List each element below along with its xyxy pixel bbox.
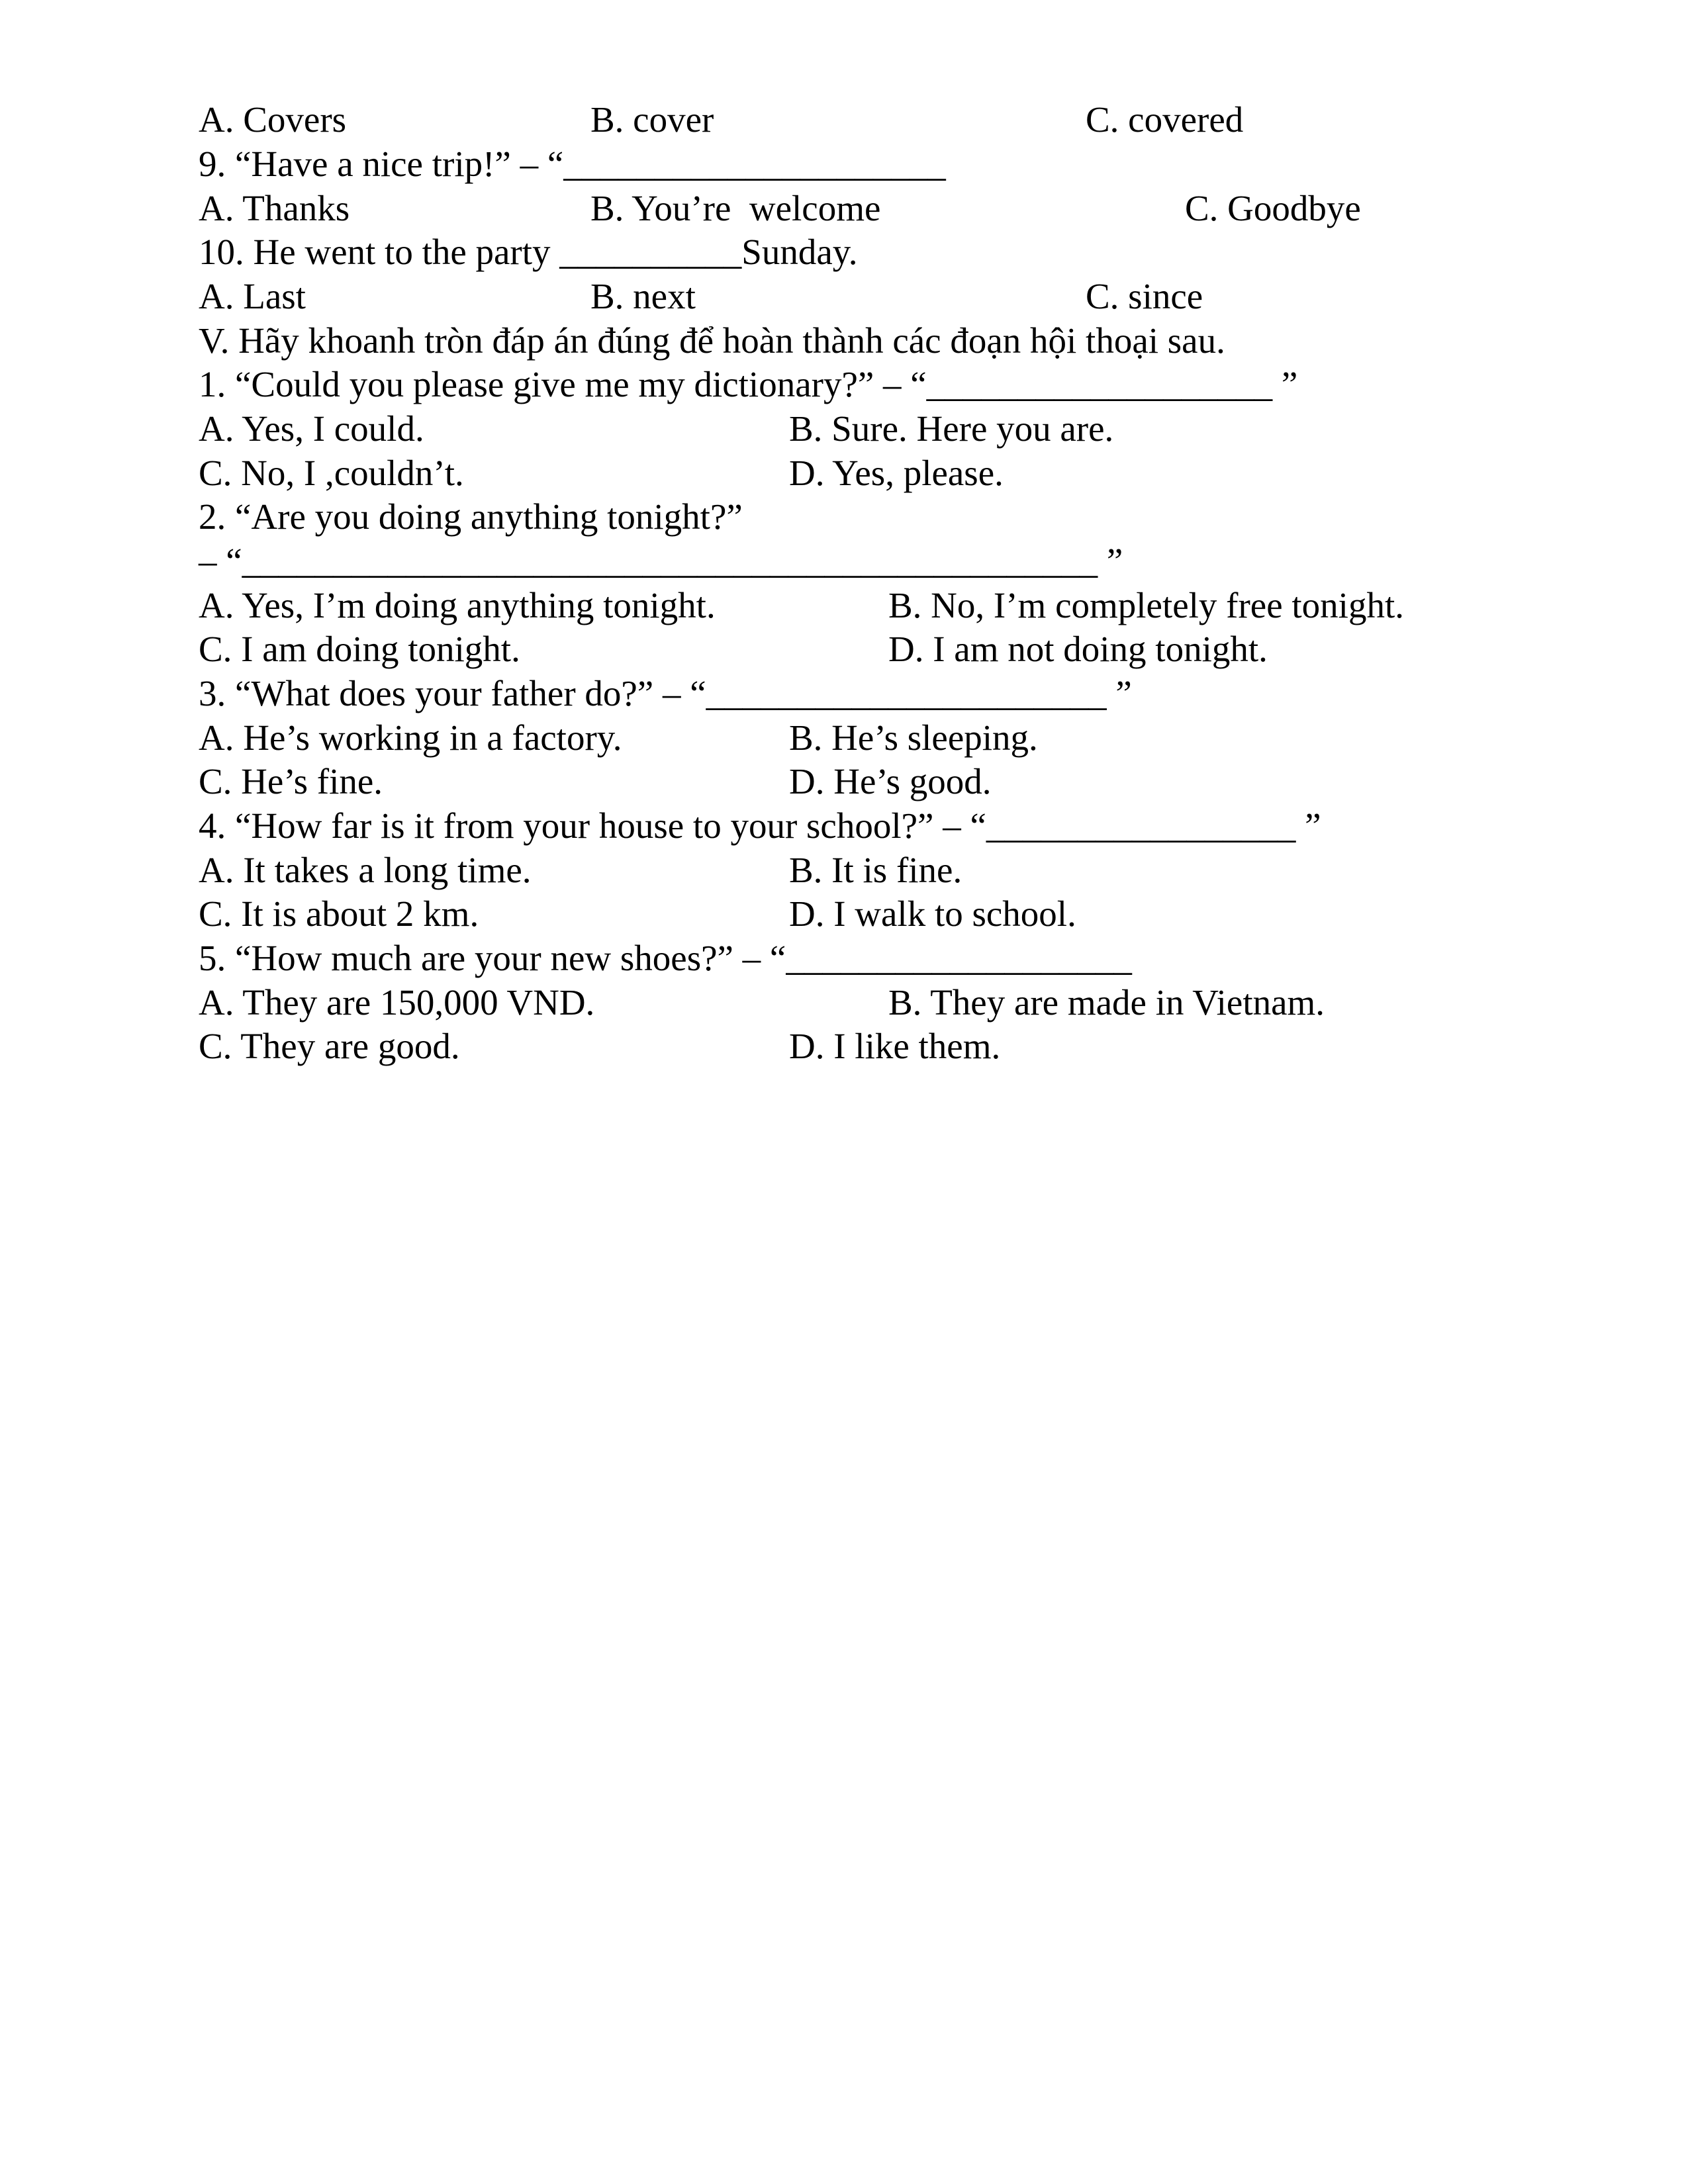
q10-option-c: C. since [1086,276,1203,316]
v2-question: 2. “Are you doing anything tonight?” [199,496,743,537]
q9-question: 9. “Have a nice trip!” – “_____________________ [199,144,946,184]
q9-option-a: A. Thanks [199,188,350,228]
q9-option-c: C. Goodbye [1185,188,1361,228]
v3-option-c: C. He’s fine. [199,761,383,801]
v3-option-b: B. He’s sleeping. [789,717,1038,758]
q8-option-c: C. covered [1086,99,1244,140]
v1-option-a: A. Yes, I could. [199,408,424,449]
v4-option-c: C. It is about 2 km. [199,893,479,934]
v3-option-d: D. He’s good. [789,761,992,801]
q8-option-b: B. cover [590,99,714,140]
v1-option-c: C. No, I ,couldn’t. [199,453,464,493]
v2-option-d: D. I am not doing tonight. [888,629,1268,669]
v3-option-a: A. He’s working in a factory. [199,717,622,758]
q9-option-b: B. You’re welcome [590,188,881,228]
q10-option-b: B. next [590,276,696,316]
section-v-heading: V. Hãy khoanh tròn đáp án đúng để hoàn thành các đoạn hội thoại sau. [199,320,1225,361]
v4-question: 4. “How far is it from your house to your school?” – “_________________ ” [199,805,1321,846]
v2-answer-line: – “_______________________________________________ ” [199,541,1123,581]
v3-question: 3. “What does your father do?” – “______________________ ” [199,673,1132,713]
q10-option-a: A. Last [199,276,306,316]
v4-option-b: B. It is fine. [789,850,962,890]
v2-option-c: C. I am doing tonight. [199,629,520,669]
q8-option-a: A. Covers [199,99,347,140]
v5-option-a: A. They are 150,000 VND. [199,982,595,1023]
v5-option-c: C. They are good. [199,1026,460,1066]
v5-option-b: B. They are made in Vietnam. [888,982,1325,1023]
v5-question: 5. “How much are your new shoes?” – “___________________ [199,938,1132,978]
v1-question: 1. “Could you please give me my dictionary?” – “___________________ ” [199,364,1298,404]
v4-option-d: D. I walk to school. [789,893,1076,934]
v2-option-b: B. No, I’m completely free tonight. [888,585,1404,625]
q10-question: 10. He went to the party __________Sunday. [199,232,858,272]
v2-option-a: A. Yes, I’m doing anything tonight. [199,585,716,625]
v1-option-d: D. Yes, please. [789,453,1004,493]
v4-option-a: A. It takes a long time. [199,850,532,890]
v1-option-b: B. Sure. Here you are. [789,408,1114,449]
v5-option-d: D. I like them. [789,1026,1001,1066]
